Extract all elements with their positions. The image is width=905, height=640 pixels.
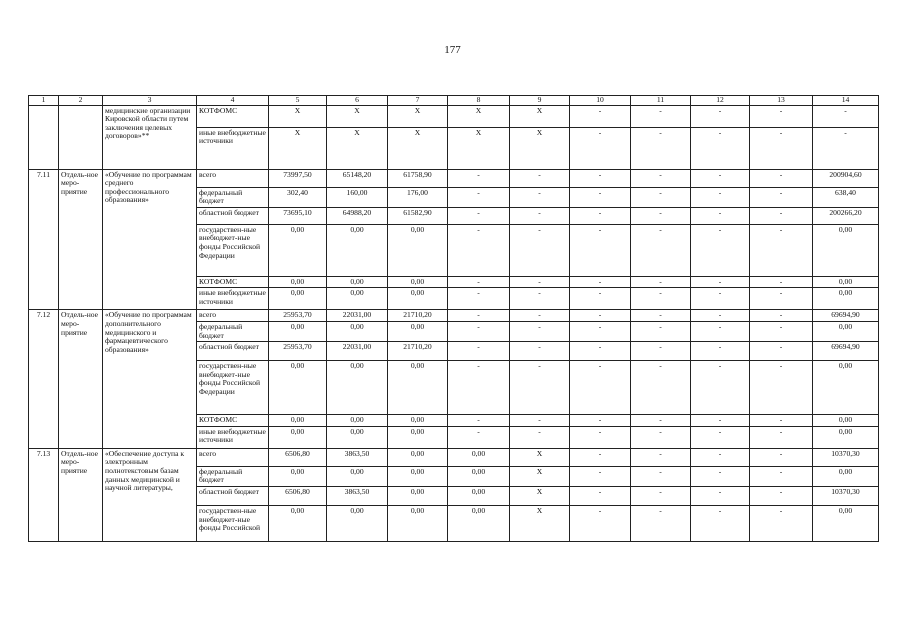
item-number: 7.12: [29, 310, 59, 448]
value-cell: 0,00: [388, 361, 448, 415]
value-cell: X: [510, 486, 570, 505]
page-number: 177: [444, 44, 461, 56]
column-number: 13: [750, 96, 813, 106]
dash-cell: -: [570, 127, 631, 169]
value-cell: 21710,20: [388, 342, 448, 361]
dash-cell: -: [750, 415, 813, 427]
dash-cell: -: [631, 361, 691, 415]
value-cell: 0,00: [269, 288, 327, 310]
dash-cell: -: [691, 448, 750, 466]
value-cell: X: [510, 105, 570, 127]
dash-cell: -: [631, 310, 691, 322]
value-cell: 6506,80: [269, 486, 327, 505]
value-cell: 3863,50: [327, 448, 388, 466]
value-cell: 69694,90: [813, 342, 879, 361]
dash-cell: -: [570, 105, 631, 127]
value-cell: 69694,90: [813, 310, 879, 322]
dash-cell: -: [510, 207, 570, 224]
value-cell: 21710,20: [388, 310, 448, 322]
dash-cell: -: [750, 448, 813, 466]
dash-cell: -: [510, 288, 570, 310]
value-cell: X: [327, 105, 388, 127]
dash-cell: -: [631, 466, 691, 486]
value-cell: 0,00: [269, 321, 327, 341]
dash-cell: -: [448, 361, 510, 415]
value-cell: 64988,20: [327, 207, 388, 224]
value-cell: 22031,00: [327, 310, 388, 322]
table-row: [29, 169, 879, 187]
value-cell: 0,00: [388, 448, 448, 466]
column-number: 1: [29, 96, 59, 106]
column-number: 12: [691, 96, 750, 106]
dash-cell: -: [750, 276, 813, 288]
value-cell: 0,00: [388, 415, 448, 427]
item-type: [59, 105, 103, 169]
dash-cell: -: [691, 288, 750, 310]
dash-cell: -: [448, 224, 510, 276]
value-cell: X: [510, 127, 570, 169]
dash-cell: -: [570, 310, 631, 322]
value-cell: 0,00: [269, 276, 327, 288]
dash-cell: -: [750, 187, 813, 207]
dash-cell: -: [691, 187, 750, 207]
dash-cell: -: [691, 310, 750, 322]
header-row: [29, 96, 879, 106]
column-number: 6: [327, 96, 388, 106]
dash-cell: -: [750, 127, 813, 169]
column-number: 7: [388, 96, 448, 106]
dash-cell: -: [750, 426, 813, 448]
funding-source: государствен-ные внебюджет-ные фонды Российской Федерации: [197, 224, 269, 276]
value-cell: 176,00: [388, 187, 448, 207]
value-cell: X: [388, 105, 448, 127]
dash-cell: -: [750, 361, 813, 415]
value-cell: 638,40: [813, 187, 879, 207]
dash-cell: -: [448, 207, 510, 224]
value-cell: 6506,80: [269, 448, 327, 466]
funding-source: федеральный бюджет: [197, 321, 269, 341]
value-cell: 0,00: [813, 466, 879, 486]
dash-cell: -: [510, 224, 570, 276]
item-type: Отдель-ное меро-приятие: [59, 448, 103, 541]
dash-cell: -: [448, 321, 510, 341]
value-cell: 0,00: [327, 505, 388, 541]
column-number: 2: [59, 96, 103, 106]
dash-cell: -: [570, 448, 631, 466]
value-cell: 302,40: [269, 187, 327, 207]
value-cell: 10370,30: [813, 448, 879, 466]
dash-cell: -: [631, 105, 691, 127]
value-cell: X: [448, 105, 510, 127]
funding-source: областной бюджет: [197, 486, 269, 505]
funding-source: всего: [197, 310, 269, 322]
funding-source: иные внебюджетные источники: [197, 127, 269, 169]
value-cell: 0,00: [269, 415, 327, 427]
item-type: Отдель-ное меро-приятие: [59, 169, 103, 310]
value-cell: 160,00: [327, 187, 388, 207]
dash-cell: -: [510, 342, 570, 361]
value-cell: X: [327, 127, 388, 169]
value-cell: 10370,30: [813, 486, 879, 505]
value-cell: 0,00: [327, 224, 388, 276]
column-number: 9: [510, 96, 570, 106]
item-name: «Обучение по программам среднего профессионального образования»: [103, 169, 197, 310]
value-cell: 0,00: [388, 288, 448, 310]
value-cell: 0,00: [327, 321, 388, 341]
funding-source: государствен-ные внебюджет-ные фонды Российской Федерации: [197, 361, 269, 415]
table-row: [29, 105, 879, 127]
funding-source: федеральный бюджет: [197, 466, 269, 486]
value-cell: 0,00: [327, 415, 388, 427]
dash-cell: -: [510, 310, 570, 322]
value-cell: 3863,50: [327, 486, 388, 505]
column-number: 5: [269, 96, 327, 106]
value-cell: 0,00: [448, 466, 510, 486]
dash-cell: -: [691, 207, 750, 224]
dash-cell: -: [750, 310, 813, 322]
funding-source: КОТФОМС: [197, 105, 269, 127]
value-cell: 0,00: [813, 224, 879, 276]
funding-source: иные внебюджетные источники: [197, 426, 269, 448]
dash-cell: -: [448, 310, 510, 322]
table-row: [29, 448, 879, 466]
dash-cell: -: [510, 415, 570, 427]
item-name: медицинские организации Кировской области путем заключения целевых договоров»**: [103, 105, 197, 169]
value-cell: 0,00: [388, 486, 448, 505]
value-cell: 0,00: [813, 288, 879, 310]
dash-cell: -: [570, 224, 631, 276]
dash-cell: -: [631, 342, 691, 361]
dash-cell: -: [631, 224, 691, 276]
value-cell: 73997,50: [269, 169, 327, 187]
value-cell: 25953,70: [269, 310, 327, 322]
value-cell: 200266,20: [813, 207, 879, 224]
dash-cell: -: [631, 486, 691, 505]
dash-cell: -: [813, 127, 879, 169]
dash-cell: -: [510, 169, 570, 187]
dash-cell: -: [570, 466, 631, 486]
value-cell: 0,00: [269, 426, 327, 448]
dash-cell: -: [691, 342, 750, 361]
column-number: 4: [197, 96, 269, 106]
dash-cell: -: [631, 127, 691, 169]
dash-cell: -: [631, 276, 691, 288]
column-number: 8: [448, 96, 510, 106]
dash-cell: -: [570, 415, 631, 427]
value-cell: 0,00: [327, 466, 388, 486]
item-number: 7.13: [29, 448, 59, 541]
funding-source: областной бюджет: [197, 207, 269, 224]
dash-cell: -: [570, 361, 631, 415]
dash-cell: -: [570, 187, 631, 207]
value-cell: 0,00: [388, 276, 448, 288]
funding-source: государствен-ные внебюджет-ные фонды Российской: [197, 505, 269, 541]
value-cell: 0,00: [448, 486, 510, 505]
value-cell: 0,00: [813, 276, 879, 288]
value-cell: 200904,60: [813, 169, 879, 187]
dash-cell: -: [750, 288, 813, 310]
value-cell: 0,00: [327, 361, 388, 415]
value-cell: X: [269, 127, 327, 169]
dash-cell: -: [691, 321, 750, 341]
dash-cell: -: [631, 505, 691, 541]
dash-cell: -: [631, 321, 691, 341]
item-name: «Обучение по программам дополнительного медицинского и фармацевтического образования»: [103, 310, 197, 448]
dash-cell: -: [448, 342, 510, 361]
dash-cell: -: [691, 415, 750, 427]
value-cell: X: [510, 466, 570, 486]
value-cell: 0,00: [269, 466, 327, 486]
funding-source: всего: [197, 169, 269, 187]
value-cell: 61758,90: [388, 169, 448, 187]
dash-cell: -: [750, 486, 813, 505]
dash-cell: -: [631, 448, 691, 466]
dash-cell: -: [750, 169, 813, 187]
dash-cell: -: [750, 105, 813, 127]
dash-cell: -: [750, 224, 813, 276]
value-cell: 0,00: [813, 415, 879, 427]
dash-cell: -: [691, 361, 750, 415]
value-cell: 22031,00: [327, 342, 388, 361]
value-cell: 0,00: [388, 466, 448, 486]
budget-table: [28, 95, 879, 542]
value-cell: 65148,20: [327, 169, 388, 187]
dash-cell: -: [631, 426, 691, 448]
value-cell: 0,00: [448, 505, 510, 541]
column-number: 3: [103, 96, 197, 106]
column-number: 10: [570, 96, 631, 106]
dash-cell: -: [448, 288, 510, 310]
value-cell: X: [388, 127, 448, 169]
dash-cell: -: [691, 169, 750, 187]
value-cell: 0,00: [269, 224, 327, 276]
dash-cell: -: [570, 505, 631, 541]
value-cell: 0,00: [327, 426, 388, 448]
dash-cell: -: [691, 105, 750, 127]
value-cell: 0,00: [813, 505, 879, 541]
dash-cell: -: [448, 426, 510, 448]
value-cell: 0,00: [448, 448, 510, 466]
dash-cell: -: [750, 505, 813, 541]
dash-cell: -: [448, 169, 510, 187]
value-cell: 61582,90: [388, 207, 448, 224]
dash-cell: -: [510, 361, 570, 415]
funding-source: КОТФОМС: [197, 415, 269, 427]
item-number: [29, 105, 59, 169]
dash-cell: -: [510, 426, 570, 448]
item-name: «Обеспечение доступа к электронным полнотекстовым базам данных медицинской и научной литературы,: [103, 448, 197, 541]
dash-cell: -: [570, 207, 631, 224]
dash-cell: -: [448, 187, 510, 207]
column-number: 11: [631, 96, 691, 106]
dash-cell: -: [691, 224, 750, 276]
dash-cell: -: [631, 169, 691, 187]
dash-cell: -: [691, 486, 750, 505]
dash-cell: -: [570, 426, 631, 448]
dash-cell: -: [510, 276, 570, 288]
dash-cell: -: [631, 415, 691, 427]
funding-source: КОТФОМС: [197, 276, 269, 288]
dash-cell: -: [448, 415, 510, 427]
dash-cell: -: [570, 321, 631, 341]
value-cell: 0,00: [327, 288, 388, 310]
value-cell: X: [510, 505, 570, 541]
value-cell: 0,00: [813, 361, 879, 415]
dash-cell: -: [691, 276, 750, 288]
dash-cell: -: [691, 426, 750, 448]
dash-cell: -: [691, 127, 750, 169]
dash-cell: -: [510, 321, 570, 341]
value-cell: 73695,10: [269, 207, 327, 224]
dash-cell: -: [570, 169, 631, 187]
dash-cell: -: [813, 105, 879, 127]
value-cell: 0,00: [388, 505, 448, 541]
value-cell: X: [269, 105, 327, 127]
value-cell: X: [448, 127, 510, 169]
value-cell: 0,00: [269, 361, 327, 415]
funding-source: иные внебюджетные источники: [197, 288, 269, 310]
value-cell: 0,00: [813, 426, 879, 448]
funding-source: всего: [197, 448, 269, 466]
dash-cell: -: [691, 505, 750, 541]
dash-cell: -: [750, 321, 813, 341]
funding-source: федеральный бюджет: [197, 187, 269, 207]
dash-cell: -: [750, 342, 813, 361]
dash-cell: -: [631, 207, 691, 224]
dash-cell: -: [448, 276, 510, 288]
dash-cell: -: [750, 207, 813, 224]
value-cell: 25953,70: [269, 342, 327, 361]
dash-cell: -: [750, 466, 813, 486]
dash-cell: -: [570, 276, 631, 288]
dash-cell: -: [631, 288, 691, 310]
dash-cell: -: [570, 342, 631, 361]
value-cell: 0,00: [813, 321, 879, 341]
value-cell: 0,00: [269, 505, 327, 541]
dash-cell: -: [631, 187, 691, 207]
dash-cell: -: [570, 486, 631, 505]
column-number: 14: [813, 96, 879, 106]
funding-source: областной бюджет: [197, 342, 269, 361]
item-number: 7.11: [29, 169, 59, 310]
value-cell: 0,00: [327, 276, 388, 288]
value-cell: 0,00: [388, 224, 448, 276]
value-cell: X: [510, 448, 570, 466]
dash-cell: -: [691, 466, 750, 486]
item-type: Отдель-ное меро-приятие: [59, 310, 103, 448]
table-row: [29, 310, 879, 322]
value-cell: 0,00: [388, 321, 448, 341]
dash-cell: -: [510, 187, 570, 207]
dash-cell: -: [570, 288, 631, 310]
value-cell: 0,00: [388, 426, 448, 448]
